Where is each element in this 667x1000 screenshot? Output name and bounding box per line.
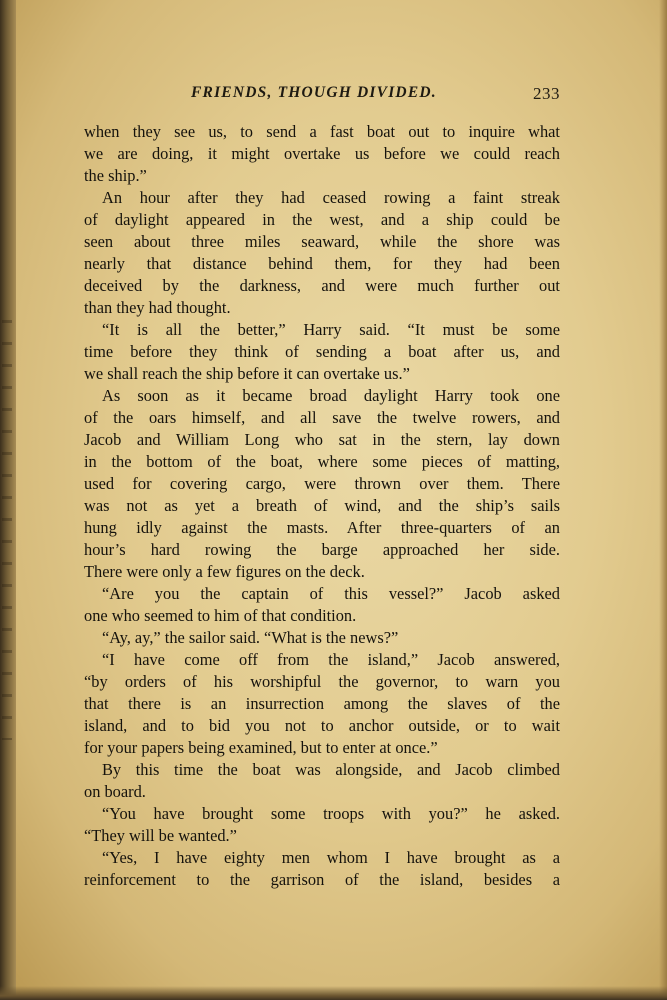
text-line: on board.: [84, 782, 146, 801]
text-line: “You have brought some troops with you?” he asked.: [102, 804, 560, 823]
text-line: deceived by the darkness, and were much further out: [84, 276, 560, 295]
text-line: “It is all the better,” Harry said. “It must be some: [102, 320, 560, 339]
text-line: of the oars himself, and all save the twelve rowers, and: [84, 408, 560, 427]
text-line: “They will be wanted.”: [84, 826, 237, 845]
text-line: By this time the boat was alongside, and Jacob climbed: [102, 760, 560, 779]
text-line: “Are you the captain of this vessel?” Jacob asked: [102, 584, 560, 603]
text-line: “I have come off from the island,” Jacob answered,: [102, 650, 560, 669]
text-line: we shall reach the ship before it can overtake us.”: [84, 364, 410, 383]
text-line: that there is an insurrection among the slaves of the: [84, 694, 560, 713]
text-line: time before they think of sending a boat after us, and: [84, 342, 560, 361]
body-text: [84, 121, 560, 891]
text-line: reinforcement to the garrison of the island, besides a: [84, 870, 560, 889]
text-line: the ship.”: [84, 166, 147, 185]
text-line: As soon as it became broad daylight Harry took one: [102, 386, 560, 405]
page-right-edge: [659, 0, 667, 1000]
text-line: “Yes, I have eighty men whom I have brought as a: [102, 848, 560, 867]
text-line: we are doing, it might overtake us before we could reach: [84, 144, 560, 163]
text-line: Jacob and William Long who sat in the stern, lay down: [84, 430, 560, 449]
text-line: than they had thought.: [84, 298, 231, 317]
text-line: nearly that distance behind them, for they had been: [84, 254, 560, 273]
text-line: hung idly against the masts. After three-quarters of an: [84, 518, 560, 537]
text-line: island, and to bid you not to anchor outside, or to wait: [84, 716, 560, 735]
text-line: used for covering cargo, were thrown over them. There: [84, 474, 560, 493]
running-header: [86, 84, 560, 110]
page-bottom-edge: [0, 986, 667, 1000]
text-line: one who seemed to him of that condition.: [84, 606, 357, 625]
text-line: There were only a few figures on the deck.: [84, 562, 365, 581]
text-line: “Ay, ay,” the sailor said. “What is the news?”: [102, 628, 399, 647]
text-line: for your papers being examined, but to enter at once.”: [84, 738, 438, 757]
text-line: An hour after they had ceased rowing a faint streak: [102, 188, 560, 207]
text-line: “by orders of his worshipful the governor, to warn you: [84, 672, 560, 691]
text-line: seen about three miles seaward, while the shore was: [84, 232, 560, 251]
text-line: when they see us, to send a fast boat out to inquire what: [84, 122, 560, 141]
text-line: of daylight appeared in the west, and a ship could be: [84, 210, 560, 229]
gutter-bleed-marks: [2, 320, 12, 740]
book-gutter: [0, 0, 16, 1000]
text-line: hour’s hard rowing the barge approached her side.: [84, 540, 560, 559]
page-number: 233: [533, 84, 560, 103]
running-title: FRIENDS, THOUGH DIVIDED.: [191, 84, 437, 101]
text-line: was not as yet a breath of wind, and the ship’s sails: [84, 496, 560, 515]
text-line: in the bottom of the boat, where some pieces of matting,: [84, 452, 560, 471]
